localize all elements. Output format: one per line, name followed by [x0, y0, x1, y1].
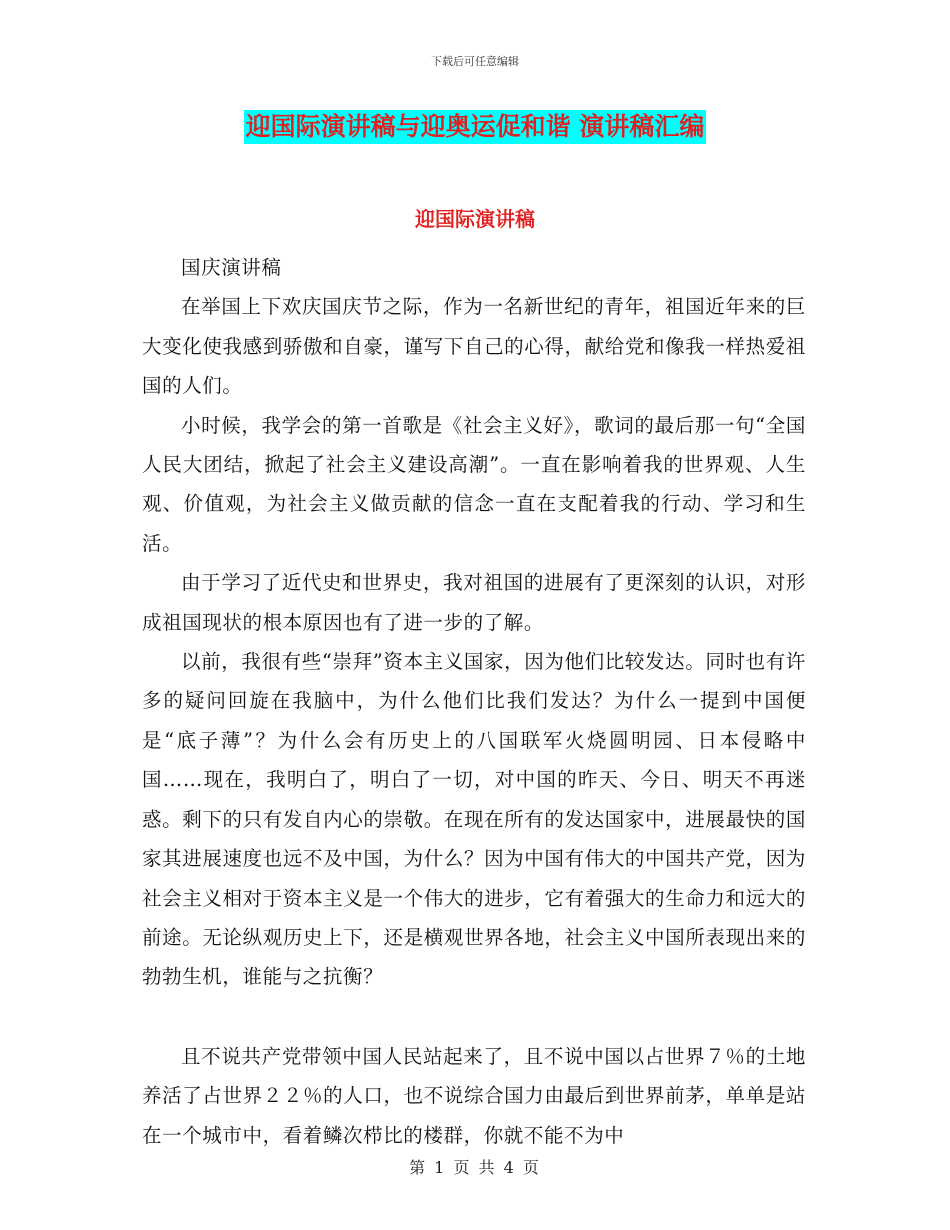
document-body — [142, 248, 806, 1155]
paragraph: 由于学习了近代史和世界史，我对祖国的进展有了更深刻的认识，对形成祖国现状的根本原因也有了进一步的了解。 — [142, 571, 806, 634]
paragraph: 以前，我很有些“崇拜”资本主义国家，因为他们比较发达。同时也有许多的疑问回旋在我脑中，为什么他们比我们发达？为什么一提到中国便是“底子薄”？为什么会有历史上的八国联军火烧圆明园、日本侵略中国……现在，我明白了，明白了一切，对中国的昨天、今日、明天不再迷惑。剩下的只有发自内心的崇敬。在现在所有的发达国家中，进展最快的国家其进展速度也远不及中国，为什么？因为中国有伟大的中国共产党，因为社会主义相对于资本主义是一个伟大的进步，它有着强大的生命力和远大的前途。无论纵观历史上下，还是横观世界各地，社会主义中国所表现出来的勃勃生机，谁能与之抗衡？ — [142, 650, 806, 989]
document-title-text: 迎国际演讲稿与迎奥运促和谐 演讲稿汇编 — [244, 110, 707, 144]
page-number: 第 1 页 共 4 页 — [409, 1158, 541, 1177]
paragraph: 在举国上下欢庆国庆节之际，作为一名新世纪的青年，祖国近年来的巨大变化使我感到骄傲和自豪，谨写下自己的心得，献给党和像我一样热爱祖国的人们。 — [142, 295, 806, 398]
paragraph: 小时候，我学会的第一首歌是《社会主义好》，歌词的最后那一句“全国人民大团结，掀起了社会主义建设高潮”。一直在影响着我的世界观、人生观、价值观，为社会主义做贡献的信念一直在支配着我的行动、学习和生活。 — [142, 413, 806, 555]
page-header-note: 下载后可任意编辑 — [431, 55, 519, 68]
document-title — [0, 110, 950, 144]
paragraph: 且不说共产党带领中国人民站起来了，且不说中国以占世界７％的土地养活了占世界２２％的人口，也不说综合国力由最后到世界前茅，单单是站在一个城市中，看着鳞次栉比的楼群，你就不能不为中 — [142, 1044, 806, 1147]
section-title: 迎国际演讲稿 — [415, 207, 535, 231]
paragraph: 国庆演讲稿 — [181, 256, 282, 279]
